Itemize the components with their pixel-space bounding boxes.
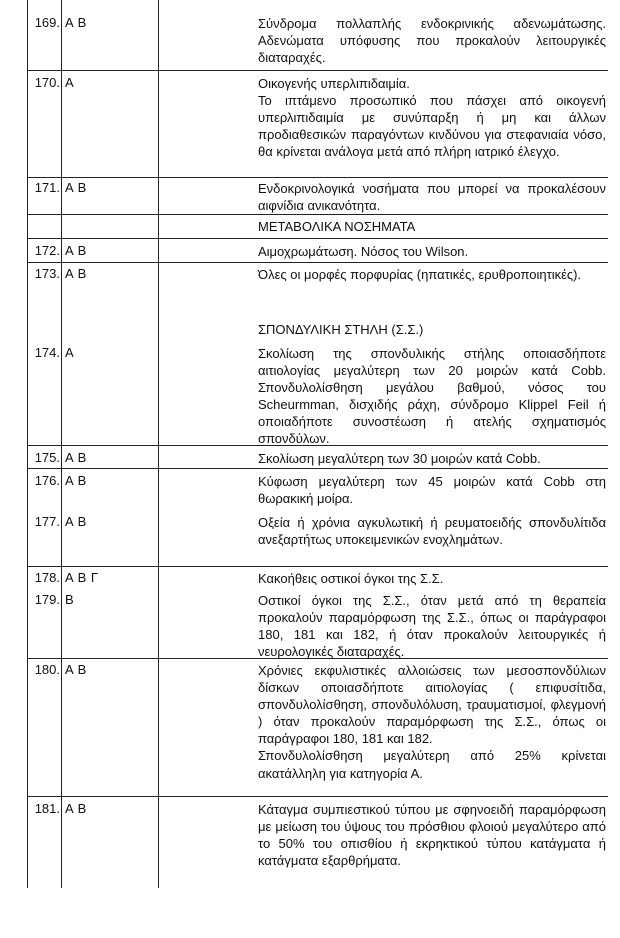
row-description [258, 592, 606, 660]
row-rule [27, 468, 608, 469]
row-rule [27, 70, 608, 71]
description-paragraph: Σκολίωση μεγαλύτερη των 30 μοιρών κατά Cobb. [258, 451, 541, 466]
description-paragraph: Ενδοκρινολογικά νοσήματα που μπορεί να προκαλέσουν αιφνίδια ανικανότητα. [258, 181, 606, 214]
row-number: 172. [34, 243, 60, 258]
description-paragraph: Οικογενής υπερλιπιδαιμία. [258, 76, 410, 91]
row-category: Β [65, 592, 75, 607]
row-description [258, 75, 606, 160]
row-category: Α Β [65, 15, 87, 30]
row-category: Α [65, 345, 75, 360]
row-category: Α Β [65, 243, 87, 258]
description-paragraph: Κάταγμα συμπιεστικού τύπου με σφηνοειδή παραμόρφωση με μείωση του ύψους του πρόσθιου φλοιού μεγαλύτερο από το 50% του οπισθίου ή εκρηκτικού τύπου κατάγματα ή κατάγματα εξαρθρήματα. [258, 802, 606, 869]
description-paragraph: Οξεία ή χρόνια αγκυλωτική ή ρευματοειδής σπονδυλίτιδα ανεξαρτήτως υποκειμενικών ενοχλημάτων. [258, 515, 606, 548]
row-description [258, 514, 606, 548]
row-rule [27, 177, 608, 178]
row-description [258, 345, 606, 448]
row-description [258, 662, 606, 782]
column-rule-cat [158, 0, 159, 888]
row-category: Α Β [65, 662, 87, 677]
row-number: 181. [34, 801, 60, 816]
description-paragraph: Σπονδυλολίσθηση μεγαλύτερη από 25% κρίνεται ακατάλληλη για κατηγορία Α. [258, 748, 606, 781]
row-category: Α Β [65, 450, 87, 465]
row-number: 175. [34, 450, 60, 465]
row-number: 177. [34, 514, 60, 529]
row-category: Α Β [65, 473, 87, 488]
description-paragraph: Σύνδρομα πολλαπλής ενδοκρινικής αδενωμάτωσης. Αδενώματα υπόφυσης που προκαλούν λειτουργικές διαταραχές. [258, 16, 606, 66]
row-description [258, 266, 606, 283]
description-paragraph: Χρόνιες εκφυλιστικές αλλοιώσεις των μεσοσπονδύλιων δίσκων οποιασδήποτε αιτιολογίας ( επιφυσίτιδα, σπονδυλολίσθηση, σπονδυλόλυση, τραυματισμοί, φλεγμονή ) όταν προκαλούν παραμόρφωση της Σ.Σ., όπως οι παράγραφοι 180, 181 και 182. [258, 663, 606, 747]
row-description [258, 801, 606, 869]
row-description [258, 180, 606, 214]
row-description [258, 15, 606, 66]
column-rule-left [27, 0, 28, 888]
description-paragraph: Αιμοχρωμάτωση. Νόσος του Wilson. [258, 244, 469, 259]
description-paragraph: Οστικοί όγκοι της Σ.Σ., όταν μετά από τη θεραπεία προκαλούν παραμόρφωση της Σ.Σ., όπως οι παράγραφοι 180, 181 και 182, ή όταν προκαλούν λειτουργικές ή νευρολογικές διαταραχές. [258, 593, 606, 660]
row-number: 170. [34, 75, 60, 90]
row-description [258, 243, 606, 260]
row-number: 173. [34, 266, 60, 281]
row-number: 176. [34, 473, 60, 488]
row-description [258, 473, 606, 507]
row-number: 171. [34, 180, 60, 195]
row-number: 178. [34, 570, 60, 585]
section-heading-spine: ΣΠΟΝΔΥΛΙΚΗ ΣΤΗΛΗ (Σ.Σ.) [258, 322, 424, 337]
row-rule [27, 566, 608, 567]
row-description [258, 450, 606, 467]
row-description [258, 570, 606, 587]
row-number: 174. [34, 345, 60, 360]
section-heading-metabolic: ΜΕΤΑΒΟΛΙΚΑ ΝΟΣΗΜΑΤΑ [258, 219, 416, 234]
column-rule-num [61, 0, 62, 888]
row-number: 180. [34, 662, 60, 677]
row-rule [27, 262, 608, 263]
row-category: Α [65, 75, 75, 90]
row-category: Α Β Γ [65, 570, 99, 585]
row-category: Α Β [65, 266, 87, 281]
description-paragraph: Όλες οι μορφές πορφυρίας (ηπατικές, ερυθροποιητικές). [258, 267, 582, 282]
row-category: Α Β [65, 514, 87, 529]
description-paragraph: Κακοήθεις οστικοί όγκοι της Σ.Σ. [258, 571, 444, 586]
description-paragraph: Το ιπτάμενο προσωπικό που πάσχει από οικογενή υπερλιπιδαιμία με συνύπαρξη ή μη και άλλων προδιαθεσικών παραγόντων κινδύνου για στεφανιαία νόσο, θα κρίνεται ανάλογα μετά από πλήρη ιατρικό έλεγχο. [258, 93, 606, 160]
description-paragraph: Κύφωση μεγαλύτερη των 45 μοιρών κατά Cobb στη θωρακική μοίρα. [258, 474, 606, 507]
row-number: 169. [34, 15, 60, 30]
row-category: Α Β [65, 180, 87, 195]
row-category: Α Β [65, 801, 87, 816]
row-number: 179. [34, 592, 60, 607]
description-paragraph: Σκολίωση της σπονδυλικής στήλης οποιασδήποτε αιτιολογίας μεγαλύτερη των 20 μοιρών κατά Cobb. Σπονδυλολίσθηση μεγάλου βαθμού, νόσος του Scheurmman, δισχιδής ράχη, σύνδρομο Klippel Feil ή οποιαδήποτε συνοστέωση ή ατελής σχηματισμός σπονδύλων. [258, 346, 606, 447]
row-rule [27, 238, 608, 239]
row-rule [27, 796, 608, 797]
